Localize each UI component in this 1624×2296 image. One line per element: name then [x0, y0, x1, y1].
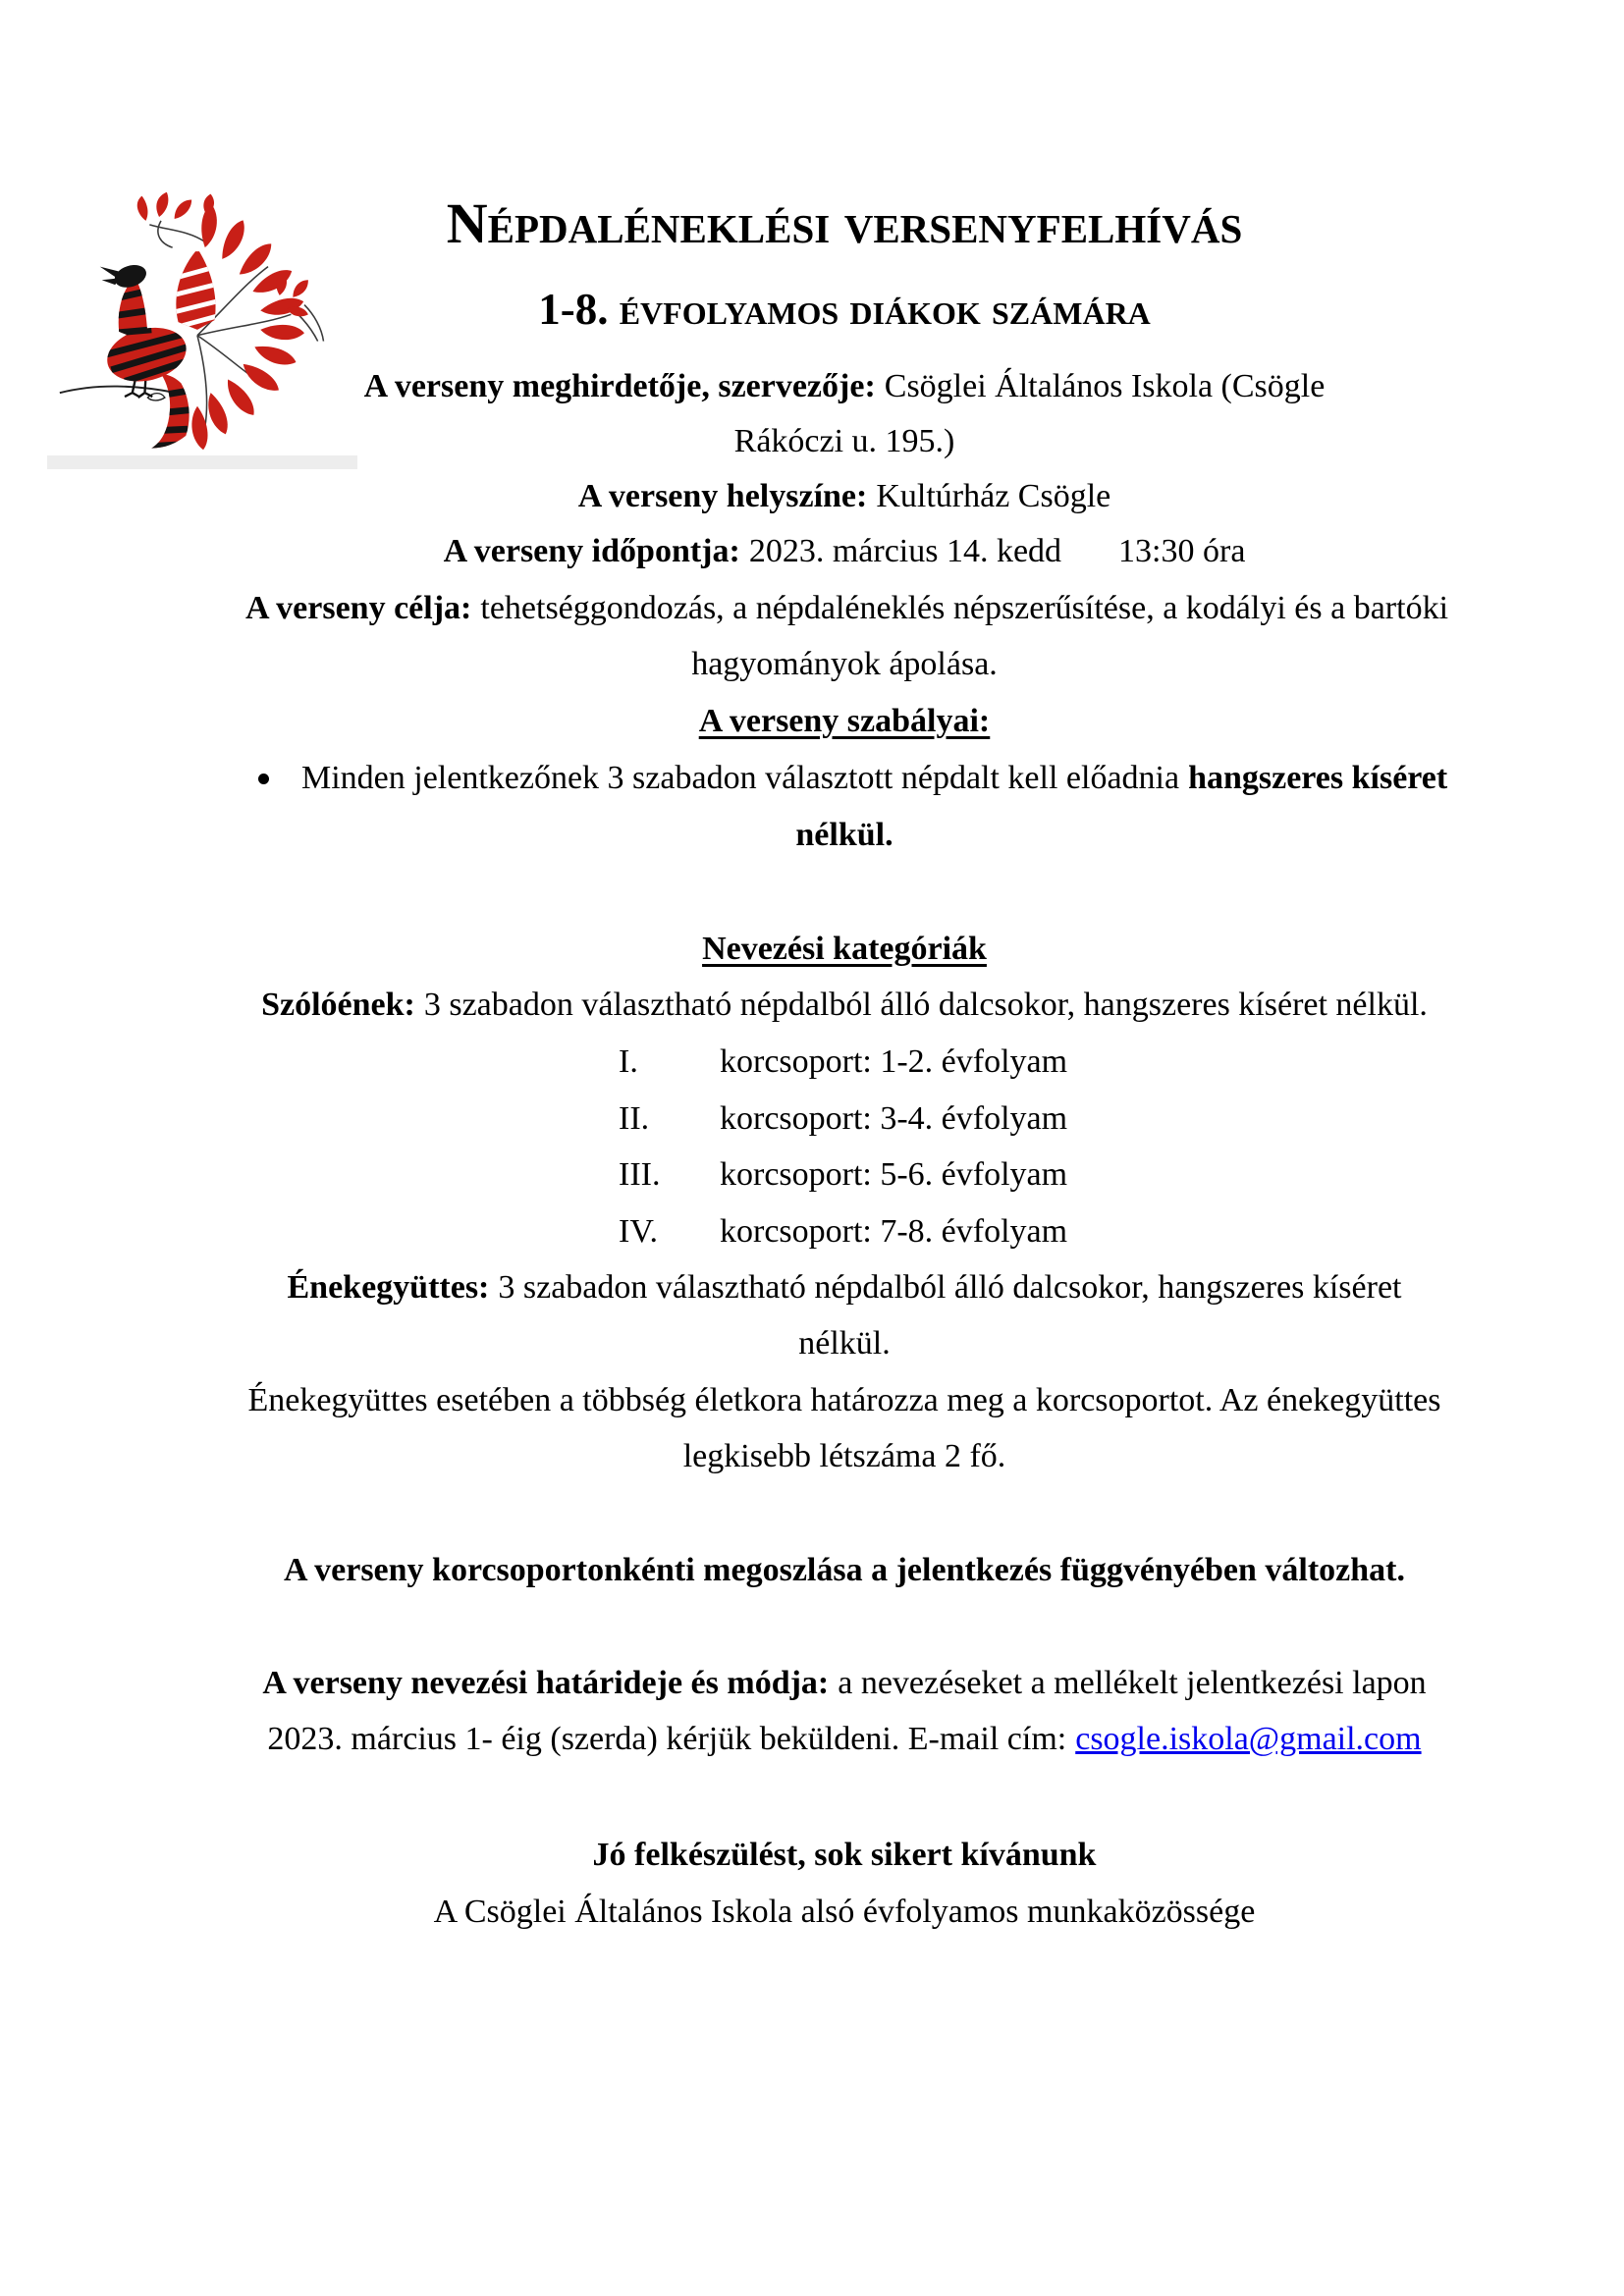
ensemble-note: Énekegyüttes esetében a többség életkora határozza meg a korcsoportot. Az énekegyüttes	[247, 1382, 1441, 1418]
age-group-text-3: korcsoport: 5-6. évfolyam	[720, 1156, 1068, 1193]
ensemble-text: 3 szabadon választható népdalból álló dalcsokor, hangszeres kíséret	[498, 1269, 1402, 1306]
rules-item-bold-2: nélkül.	[795, 817, 893, 853]
goal-value-2: hagyományok ápolása.	[691, 646, 998, 682]
age-group-item-2	[619, 1091, 1624, 1148]
age-group-text-4: korcsoport: 7-8. évfolyam	[720, 1213, 1068, 1250]
venue-line	[245, 468, 1443, 525]
age-group-numeral-1: I.	[619, 1043, 638, 1080]
date-line	[245, 523, 1443, 580]
goal-line-2	[245, 636, 1443, 693]
age-group-text-1: korcsoport: 1-2. évfolyam	[720, 1043, 1068, 1080]
ensemble-note-2: legkisebb létszáma 2 fő.	[682, 1438, 1006, 1474]
solo-text: 3 szabadon választható népdalból álló dalcsokor, hangszeres kíséret nélkül.	[423, 987, 1428, 1023]
bullet-icon	[258, 774, 269, 784]
change-note: A verseny korcsoportonkénti megoszlása a jelentkezés függvényében változhat.	[283, 1552, 1406, 1588]
organizer-value: Csöglei Általános Iskola (Csögle	[884, 368, 1326, 404]
age-group-text-2: korcsoport: 3-4. évfolyam	[720, 1100, 1068, 1137]
organizer-line	[245, 358, 1443, 415]
goal-value: tehetséggondozás, a népdaléneklés népszerűsítése, a kodályi és a bartóki	[480, 590, 1449, 626]
ensemble-line	[245, 1259, 1443, 1316]
age-group-numeral-4: IV.	[619, 1213, 658, 1250]
organizer-line-2	[245, 413, 1443, 470]
ensemble-note-line-2	[245, 1428, 1443, 1485]
age-group-numeral-3: III.	[619, 1156, 661, 1193]
deadline-text-2: 2023. március 1- éig (szerda) kérjük beküldeni. E-mail cím:	[267, 1721, 1067, 1757]
rules-heading-line	[245, 693, 1443, 750]
page-subtitle: 1-8. évfolyamos diákok számára	[538, 285, 1151, 334]
organizer-label: A verseny meghirdetője, szervezője:	[363, 368, 876, 404]
signature: A Csöglei Általános Iskola alsó évfolyamos munkaközössége	[433, 1894, 1256, 1930]
age-group-numeral-2: II.	[619, 1100, 650, 1137]
change-note-line	[245, 1542, 1443, 1599]
rules-heading: A verseny szabályai:	[698, 703, 991, 739]
ensemble-text-2: nélkül.	[798, 1325, 891, 1362]
deadline-line	[245, 1655, 1443, 1712]
rules-item-bold: hangszeres kíséret	[1188, 760, 1448, 796]
venue-value: Kultúrház Csögle	[876, 478, 1111, 514]
goal-line	[245, 580, 1449, 637]
closing-wish: Jó felkészülést, sok sikert kívánunk	[592, 1837, 1097, 1873]
deadline-line-2	[245, 1711, 1443, 1768]
categories-heading-line	[245, 921, 1443, 978]
solo-label: Szólóének:	[261, 987, 415, 1023]
ensemble-line-2	[245, 1315, 1443, 1372]
page-title: Népdaléneklési versenyfelhívás	[446, 191, 1243, 255]
age-group-item-3	[619, 1147, 1624, 1203]
time-value: 13:30 óra	[1118, 533, 1246, 569]
deadline-label: A verseny nevezési határideje és módja:	[262, 1665, 830, 1701]
categories-heading: Nevezési kategóriák	[702, 931, 987, 967]
rules-bullet-item-2	[245, 807, 1443, 864]
rules-bullet-item	[258, 750, 1456, 807]
organizer-address: Rákóczi u. 195.)	[733, 423, 955, 459]
date-value: 2023. március 14. kedd	[748, 533, 1062, 569]
closing-wish-line	[245, 1827, 1443, 1884]
age-group-item-1	[619, 1034, 1624, 1091]
goal-label: A verseny célja:	[245, 590, 472, 626]
date-label: A verseny időpontja:	[443, 533, 740, 569]
age-group-item-4	[619, 1203, 1624, 1260]
deadline-text: a nevezéseket a mellékelt jelentkezési lapon	[838, 1665, 1427, 1701]
email-link[interactable]: csogle.iskola@gmail.com	[1075, 1721, 1422, 1757]
signature-line	[245, 1884, 1443, 1941]
venue-label: A verseny helyszíne:	[577, 478, 868, 514]
ensemble-note-line	[245, 1372, 1443, 1429]
ensemble-label: Énekegyüttes:	[287, 1269, 490, 1306]
solo-line	[245, 977, 1443, 1034]
rules-item-text: Minden jelentkezőnek 3 szabadon választott népdalt kell előadnia	[301, 760, 1180, 796]
